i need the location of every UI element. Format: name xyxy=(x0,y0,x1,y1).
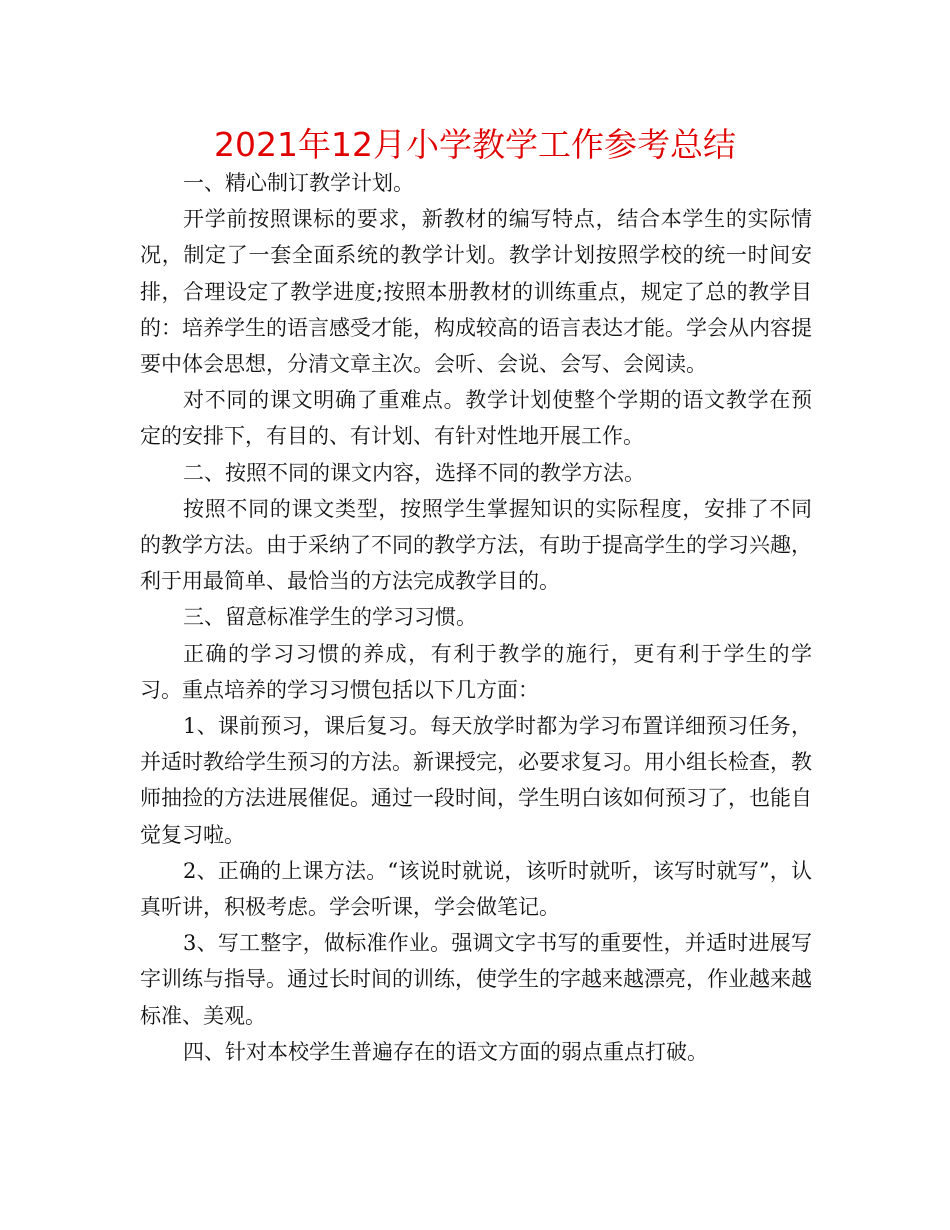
paragraph: 正确的学习习惯的养成，有利于教学的施行，更有利于学生的学习。重点培养的学习习惯包括以下几方面： xyxy=(140,641,812,702)
paragraph: 开学前按照课标的要求，新教材的编写特点，结合本学生的实际情况，制定了一套全面系统的教学计划。教学计划按照学校的统一时间安排，合理设定了教学进度;按照本册教材的训练重点，规定了总的教学目的：培养学生的语言感受才能，构成较高的语言表达才能。学会从内容提要中体会思想，分清文章主次。会听、会说、会写、会阅读。 xyxy=(140,207,812,377)
list-item: 2、正确的上课方法。“该说时就说，该听时就听，该写时就写”，认真听讲，积极考虑。学会听课，学会做笔记。 xyxy=(140,858,812,920)
paragraph: 对不同的课文明确了重难点。教学计划使整个学期的语文教学在预定的安排下，有目的、有计划、有针对性地开展工作。 xyxy=(140,388,812,449)
heading-section-2: 二、按照不同的课文内容，选择不同的教学方法。 xyxy=(183,460,645,485)
paragraph: 按照不同的课文类型，按照学生掌握知识的实际程度，安排了不同的教学方法。由于采纳了不同的教学方法，有助于提高学生的学习兴趣，利于用最简单、最恰当的方法完成教学目的。 xyxy=(140,496,812,594)
heading-section-4: 四、针对本校学生普遍存在的语文方面的弱点重点打破。 xyxy=(183,1039,708,1064)
document-title: 2021年12月小学教学工作参考总结 xyxy=(214,125,736,164)
list-item: 1、课前预习，课后复习。每天放学时都为学习布置详细预习任务，并适时教给学生预习的方法。新课授完，必要求复习。用小组长检查，教师抽捡的方法进展催促。通过一段时间，学生明白该如何预习了，也能自觉复习啦。 xyxy=(140,714,812,847)
document-body xyxy=(140,165,812,1070)
list-item: 3、写工整字，做标准作业。强调文字书写的重要性，并适时进展写字训练与指导。通过长时间的训练，使学生的字越来越漂亮，作业越来越标准、美观。 xyxy=(140,931,812,1028)
heading-section-1: 一、精心制订教学计划。 xyxy=(183,171,414,195)
heading-section-3: 三、留意标准学生的学习习惯。 xyxy=(183,605,477,630)
